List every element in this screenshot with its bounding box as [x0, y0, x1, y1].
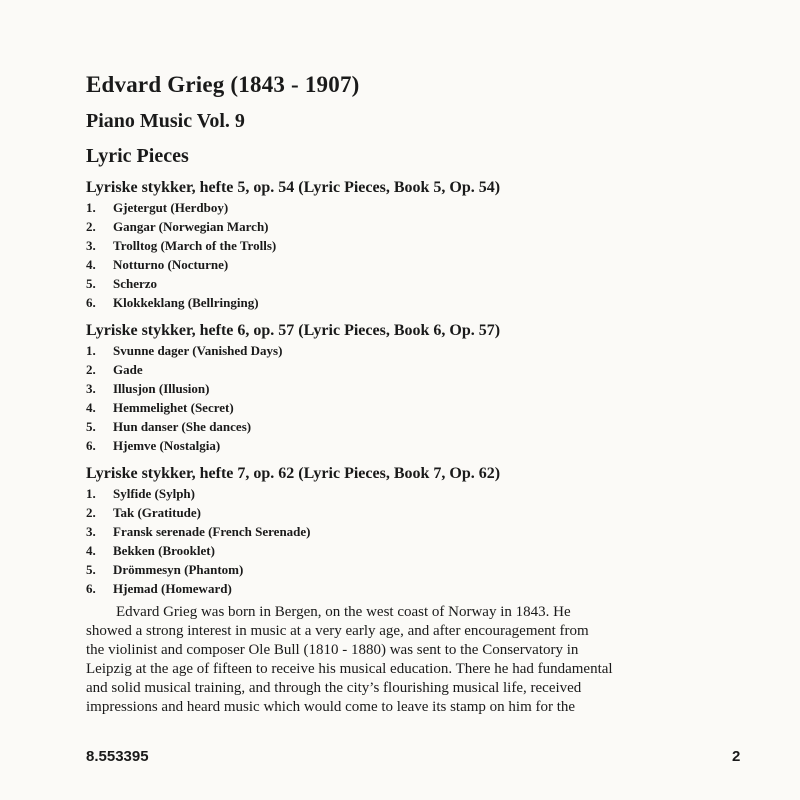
track-number: 6. — [86, 581, 96, 596]
track-item — [86, 560, 726, 579]
track-title: Hjemve (Nostalgia) — [113, 438, 221, 453]
track-number: 3. — [86, 381, 96, 396]
biography-line: the violinist and composer Ole Bull (1810 - 1880) was sent to the Conservatory in — [86, 642, 579, 658]
track-number: 2. — [86, 219, 96, 234]
book-title: Lyriske stykker, hefte 6, op. 57 (Lyric Pieces, Book 6, Op. 57) — [86, 322, 501, 339]
book-title: Lyriske stykker, hefte 5, op. 54 (Lyric Pieces, Book 5, Op. 54) — [86, 179, 501, 196]
biography-line: Leipzig at the age of fifteen to receive his musical education. There he had fundamental — [86, 661, 613, 677]
book-5-section — [86, 178, 726, 312]
track-title: Gangar (Norwegian March) — [113, 219, 269, 234]
track-item — [86, 503, 726, 522]
book-7-section — [86, 464, 726, 598]
track-item — [86, 255, 726, 274]
biography-line: Edvard Grieg was born in Bergen, on the west coast of Norway in 1843. He — [116, 604, 571, 620]
track-item — [86, 341, 726, 360]
track-title: Scherzo — [113, 276, 158, 291]
volume-heading: Piano Music Vol. 9 — [86, 110, 245, 132]
track-item — [86, 293, 726, 312]
track-item — [86, 522, 726, 541]
track-item — [86, 274, 726, 293]
track-title: Gade — [113, 362, 143, 377]
track-title: Drömmesyn (Phantom) — [113, 562, 244, 577]
track-title: Notturno (Nocturne) — [113, 257, 229, 272]
track-item — [86, 360, 726, 379]
track-number: 5. — [86, 562, 96, 577]
biography-line: showed a strong interest in music at a very early age, and after encouragement from — [86, 623, 589, 639]
track-item — [86, 198, 726, 217]
composer-heading: Edvard Grieg (1843 - 1907) — [86, 72, 360, 97]
track-number: 1. — [86, 343, 96, 358]
track-number: 5. — [86, 419, 96, 434]
track-item — [86, 579, 726, 598]
track-item — [86, 217, 726, 236]
track-number: 3. — [86, 524, 96, 539]
track-item — [86, 236, 726, 255]
track-title: Sylfide (Sylph) — [113, 486, 195, 501]
track-title: Bekken (Brooklet) — [113, 543, 215, 558]
track-title: Hun danser (She dances) — [113, 419, 252, 434]
track-item — [86, 541, 726, 560]
catalog-number: 8.553395 — [86, 748, 149, 765]
track-title: Klokkeklang (Bellringing) — [113, 295, 259, 310]
track-number: 6. — [86, 295, 96, 310]
track-item — [86, 417, 726, 436]
track-number: 4. — [86, 257, 96, 272]
page-number: 2 — [732, 748, 741, 765]
track-item — [86, 436, 726, 455]
track-title: Fransk serenade (French Serenade) — [113, 524, 311, 539]
track-item — [86, 398, 726, 417]
track-title: Trolltog (March of the Trolls) — [113, 238, 277, 253]
track-number: 1. — [86, 200, 96, 215]
track-title: Hjemad (Homeward) — [113, 581, 232, 596]
track-number: 4. — [86, 543, 96, 558]
track-item — [86, 484, 726, 503]
biography-line: impressions and heard music which would come to leave its stamp on him for the — [86, 699, 576, 715]
track-title: Hemmelighet (Secret) — [113, 400, 234, 415]
track-number: 1. — [86, 486, 96, 501]
track-title: Illusjon (Illusion) — [113, 381, 210, 396]
track-title: Svunne dager (Vanished Days) — [113, 343, 283, 358]
track-number: 4. — [86, 400, 96, 415]
track-number: 5. — [86, 276, 96, 291]
track-number: 3. — [86, 238, 96, 253]
biography-paragraph — [86, 603, 698, 717]
book-6-section — [86, 321, 726, 455]
track-number: 2. — [86, 505, 96, 520]
book-title: Lyriske stykker, hefte 7, op. 62 (Lyric Pieces, Book 7, Op. 62) — [86, 465, 501, 482]
track-title: Tak (Gratitude) — [113, 505, 201, 520]
series-heading: Lyric Pieces — [86, 145, 189, 167]
track-item — [86, 379, 726, 398]
biography-line: and solid musical training, and through the city’s flourishing musical life, received — [86, 680, 582, 696]
track-number: 2. — [86, 362, 96, 377]
track-number: 6. — [86, 438, 96, 453]
track-title: Gjetergut (Herdboy) — [113, 200, 229, 215]
